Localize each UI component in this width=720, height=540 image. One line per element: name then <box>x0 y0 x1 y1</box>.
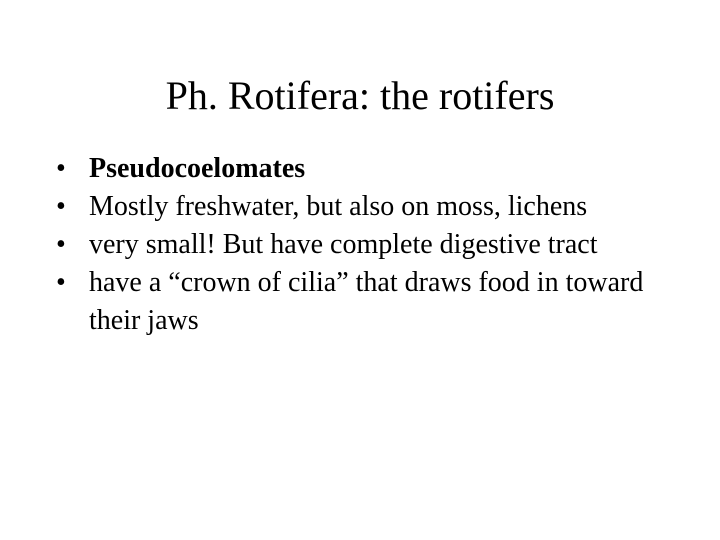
bullet-text: have a “crown of cilia” that draws food in toward their jaws <box>89 267 644 336</box>
bullet-text: Pseudocoelomates <box>89 153 306 184</box>
bullet-icon: • <box>56 153 66 184</box>
bullet-text: very small! But have complete digestive tract <box>89 229 598 260</box>
bullet-item <box>52 226 682 264</box>
bullet-item <box>52 150 682 188</box>
bullet-icon: • <box>56 229 66 260</box>
bullet-text: Mostly freshwater, but also on moss, lichens <box>89 191 588 222</box>
bullet-item <box>52 188 682 226</box>
slide-title: Ph. Rotifera: the rotifers <box>165 73 555 118</box>
bullet-icon: • <box>56 191 66 222</box>
bullet-item <box>52 264 682 340</box>
bullet-icon: • <box>56 267 66 298</box>
bullet-list <box>52 150 682 340</box>
